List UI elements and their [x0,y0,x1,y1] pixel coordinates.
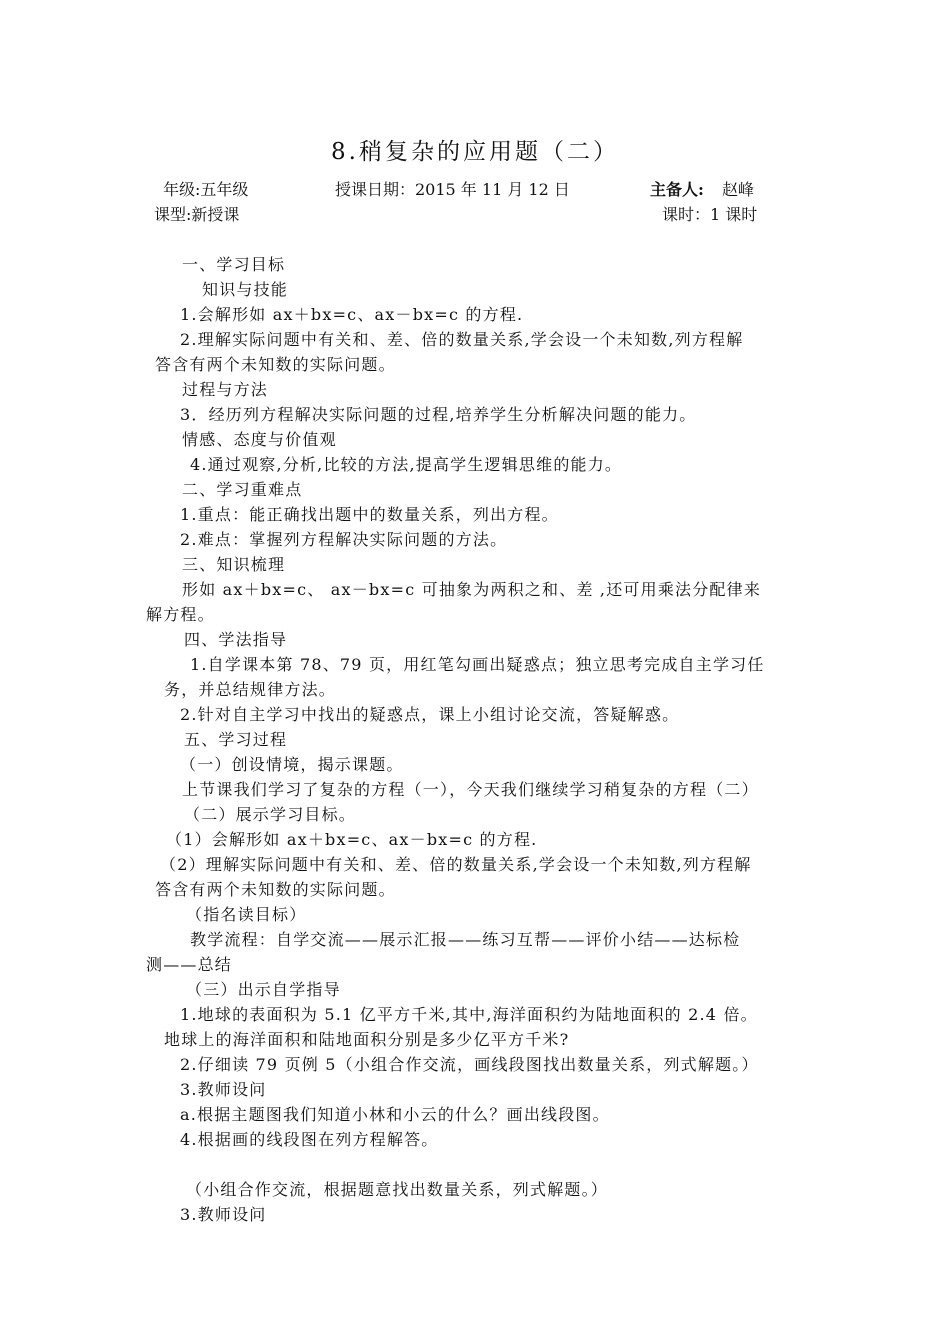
text-line: 2.仔细读 79 页例 5（小组合作交流，画线段图找出数量关系，列式解题。） [180,1055,759,1074]
text-line: 4.根据画的线段图在列方程解答。 [180,1130,439,1149]
preparer-label: 主备人: [650,180,704,199]
text-line: （三）出示自学指导 [186,980,341,999]
text-line: 形如 ax＋bx=c、 ax－bx=c 可抽象为两积之和、差 ,还可用乘法分配律来 [182,580,762,599]
subheading-process: 过程与方法 [182,380,269,399]
text-line: 2.理解实际问题中有关和、差、倍的数量关系,学会设一个未知数,列方程解 [180,330,744,349]
subheading-knowledge: 知识与技能 [202,280,289,299]
date-label: 授课日期：2015 年 11 月 12 日 [335,180,570,199]
section-heading-knowledge-review: 三、知识梳理 [182,555,286,574]
section-heading-study-guide: 四、学法指导 [184,630,288,649]
text-line: （1）会解形如 ax＋bx=c、ax－bx=c 的方程. [166,830,538,849]
page-title: 8.稍复杂的应用题（二） [331,139,619,165]
text-line: 答含有两个未知数的实际问题。 [155,355,396,374]
section-heading-learning-process: 五、学习过程 [184,730,288,749]
text-line: 3.教师设问 [180,1205,267,1224]
text-line: 上节课我们学习了复杂的方程（一），今天我们继续学习稍复杂的方程（二） [182,780,759,799]
text-line: 2.针对自主学习中找出的疑惑点，课上小组讨论交流，答疑解惑。 [180,705,680,724]
text-line: （一）创设情境，揭示课题。 [180,755,404,774]
text-line: 务，并总结规律方法。 [164,680,337,699]
text-line: 1.重点：能正确找出题中的数量关系，列出方程。 [180,505,559,524]
text-line: （小组合作交流，根据题意找出数量关系，列式解题。） [186,1180,609,1199]
text-line: 地球上的海洋面积和陆地面积分别是多少亿平方千米? [164,1030,570,1049]
lesson-type-label: 课型:新授课 [154,205,240,224]
text-line: 1.会解形如 ax＋bx=c、ax－bx=c 的方程. [180,305,524,324]
text-line: 4.通过观察,分析,比较的方法,提高学生逻辑思维的能力。 [190,455,623,474]
text-line: （2）理解实际问题中有关和、差、倍的数量关系,学会设一个未知数,列方程解 [160,855,752,874]
text-line: （指名读目标） [186,905,307,924]
text-line: 3．经历列方程解决实际问题的过程,培养学生分析解决问题的能力。 [180,405,697,424]
text-line: 2.难点：掌握列方程解决实际问题的方法。 [180,530,508,549]
text-line: 1.自学课本第 78、79 页，用红笔勾画出疑惑点；独立思考完成自主学习任 [190,655,765,674]
preparer-name: 赵峰 [722,180,755,199]
text-line: 解方程。 [146,605,215,624]
lesson-hours-label: 课时：1 课时 [662,205,758,224]
subheading-attitude: 情感、态度与价值观 [182,430,337,449]
text-line: a.根据主题图我们知道小林和小云的什么？画出线段图。 [180,1105,610,1124]
text-line: 3.教师设问 [180,1080,267,1099]
text-line: 1.地球的表面积为 5.1 亿平方千米,其中,海洋面积约为陆地面积的 2.4 倍。 [180,1005,758,1024]
grade-label: 年级:五年级 [163,180,249,199]
text-line: 教学流程：自学交流——展示汇报——练习互帮——评价小结——达标检 [190,930,741,949]
text-line: （二）展示学习目标。 [184,805,357,824]
text-line: 答含有两个未知数的实际问题。 [155,880,396,899]
text-line: 测——总结 [146,955,233,974]
section-heading-objectives: 一、学习目标 [182,255,286,274]
section-heading-key-points: 二、学习重难点 [182,480,303,499]
